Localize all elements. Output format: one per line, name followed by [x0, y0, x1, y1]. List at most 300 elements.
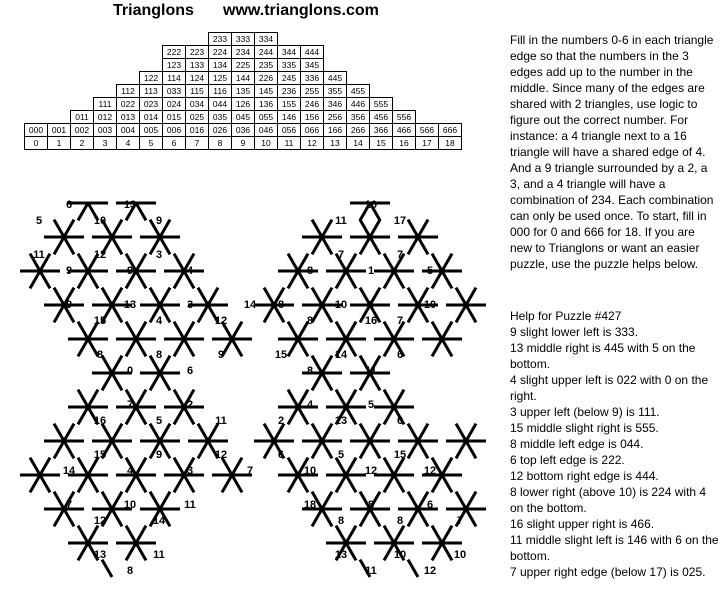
grid-stroke	[418, 509, 428, 526]
grid-stroke	[88, 526, 98, 543]
help-list	[510, 324, 720, 580]
grid-stroke	[102, 560, 112, 577]
grid-stroke	[126, 526, 136, 543]
combo-cell: 266	[347, 124, 370, 137]
combo-cell: 024	[163, 98, 186, 111]
triangle-number[interactable]: 12	[93, 515, 107, 527]
grid-stroke	[432, 526, 442, 543]
grid-stroke	[288, 254, 298, 271]
grid-stroke	[88, 271, 98, 288]
triangle-number[interactable]: 6	[277, 449, 285, 461]
sum-cell: 11	[278, 137, 301, 150]
grid-stroke	[112, 220, 122, 237]
grid-stroke	[184, 322, 194, 339]
grid-stroke	[232, 339, 242, 356]
grid-stroke	[264, 441, 274, 458]
grid-stroke	[64, 424, 74, 441]
grid-stroke	[432, 254, 442, 271]
grid-stroke	[418, 424, 428, 441]
triangle-number[interactable]: 8	[337, 515, 345, 527]
combo-cell: 444	[301, 46, 324, 59]
grid-stroke	[322, 424, 332, 441]
triangle-number[interactable]: 8	[96, 349, 104, 361]
grid-stroke	[40, 271, 50, 288]
grid-stroke	[322, 492, 332, 509]
combo-cell: 222	[163, 46, 186, 59]
grid-stroke	[208, 288, 218, 305]
triangle-number[interactable]: 12	[364, 465, 378, 477]
grid-stroke	[174, 407, 184, 424]
triangle-number[interactable]: 12	[214, 449, 228, 461]
combo-cell: 455	[347, 85, 370, 98]
triangle-number[interactable]: 5	[155, 415, 163, 427]
grid-stroke	[466, 509, 476, 526]
sum-cell: 1	[48, 137, 71, 150]
combo-cell: 355	[324, 85, 347, 98]
combo-cell: 126	[232, 98, 255, 111]
grid-stroke	[418, 441, 428, 458]
grid-stroke	[466, 305, 476, 322]
grid-stroke	[136, 407, 146, 424]
help-item: 6 top left edge is 222.	[510, 453, 625, 467]
triangle-number[interactable]: 15	[93, 315, 107, 327]
combo-cell: 234	[232, 46, 255, 59]
grid-stroke	[78, 458, 88, 475]
grid-stroke	[78, 390, 88, 407]
combo-cell: 555	[370, 98, 393, 111]
triangle-number[interactable]: 8	[396, 515, 404, 527]
grid-stroke	[64, 441, 74, 458]
sum-cell: 4	[117, 137, 140, 150]
grid-stroke	[64, 237, 74, 254]
sum-cell: 3	[94, 137, 117, 150]
combo-cell: 123	[163, 59, 186, 72]
combo-cell: 334	[255, 33, 278, 46]
help-item: 3 upper left (below 9) is 111.	[510, 405, 660, 419]
combo-cell: 133	[186, 59, 209, 72]
triangle-number[interactable]: 7	[337, 249, 345, 261]
grid-stroke	[78, 475, 88, 492]
grid-stroke	[54, 305, 64, 322]
triangle-number[interactable]: 10	[364, 199, 378, 211]
triangle-number[interactable]: 9	[217, 349, 225, 361]
combo-cell: 255	[301, 85, 324, 98]
grid-stroke	[442, 475, 452, 492]
triangle-number[interactable]: 4	[306, 399, 314, 411]
triangle-number[interactable]: 13	[334, 415, 348, 427]
grid-stroke	[370, 441, 380, 458]
grid-stroke	[384, 543, 394, 560]
grid-stroke	[174, 254, 184, 271]
grid-stroke	[112, 509, 122, 526]
triangle-number[interactable]: 5	[337, 449, 345, 461]
help-item: 8 lower right (above 10) is 224 with 4 on the bottom.	[510, 485, 707, 515]
triangle-number[interactable]: 13	[334, 549, 348, 561]
grid-stroke	[346, 339, 356, 356]
combo-cell: 006	[163, 124, 186, 137]
triangle-number[interactable]: 4	[155, 315, 163, 327]
combo-cell: 046	[255, 124, 278, 137]
instructions-text: Fill in the numbers 0-6 in each triangle edge so that the numbers in the 3 edges add up to the number in the middle. Since many of the edges are shared with 2 triangles, use logic to figure out the correct number. For instance: a 4 triangle next to a 16 triangle will have a shared edge of 4. And a 9 triangle surrounded by a 2, a 3, and a 4 triangle will have a combination of 234. Each combination can only be used once. To start, fill in 000 for 0 and 666 for 18. If you are new to Trianglons or want an easier puzzle, use the puzzle helps below.	[510, 33, 714, 271]
triangle-number[interactable]: 8	[126, 565, 134, 577]
triangle-number[interactable]: 7	[396, 315, 404, 327]
triangle-number[interactable]: 8	[155, 349, 163, 361]
combo-cell: 055	[255, 111, 278, 124]
triangle-number[interactable]: 7	[65, 499, 73, 511]
site-title: Trianglons	[113, 2, 194, 19]
grid-stroke	[112, 492, 122, 509]
triangle-number[interactable]: 11	[365, 565, 377, 577]
grid-stroke	[312, 373, 322, 390]
combo-cell: 356	[347, 111, 370, 124]
triangle-number[interactable]: 13	[93, 549, 107, 561]
triangle-number[interactable]: 12	[214, 315, 228, 327]
grid-stroke	[466, 288, 476, 305]
triangle-number[interactable]: 7	[246, 465, 254, 477]
triangle-number[interactable]: 14	[334, 349, 348, 361]
combo-cell: 035	[209, 111, 232, 124]
combo-cell: 224	[209, 46, 232, 59]
grid-stroke	[346, 458, 356, 475]
triangle-number[interactable]: 6	[426, 499, 434, 511]
combo-cell: 005	[140, 124, 163, 137]
combo-cell: 034	[186, 98, 209, 111]
triangle-number[interactable]: 10	[393, 549, 407, 561]
grid-stroke	[150, 373, 160, 390]
triangle-number[interactable]: 10	[423, 299, 437, 311]
triangle-number[interactable]: 18	[303, 499, 317, 511]
sum-cell: 10	[255, 137, 278, 150]
combo-cell: 345	[301, 59, 324, 72]
triangle-number[interactable]: 6	[396, 349, 404, 361]
triangle-number[interactable]: 15	[274, 349, 288, 361]
grid-stroke	[54, 509, 64, 526]
grid-stroke	[184, 339, 194, 356]
grid-stroke	[346, 475, 356, 492]
help-item: 9 slight lower left is 333.	[510, 325, 639, 339]
combo-cell: 111	[94, 98, 117, 111]
triangle-number[interactable]: 8	[277, 299, 285, 311]
sum-cell: 17	[416, 137, 439, 150]
combo-cell: 226	[255, 72, 278, 85]
triangle-number[interactable]: 6	[396, 415, 404, 427]
grid-stroke	[456, 441, 466, 458]
triangle-number[interactable]: 12	[423, 565, 437, 577]
grid-stroke	[102, 373, 112, 390]
grid-stroke	[456, 424, 466, 441]
grid-stroke	[336, 390, 346, 407]
grid-stroke	[54, 237, 64, 254]
combo-cell: 036	[232, 124, 255, 137]
grid-stroke	[288, 458, 298, 475]
triangle-number[interactable]: 11	[215, 415, 227, 427]
grid-stroke	[174, 475, 184, 492]
grid-stroke	[442, 543, 452, 560]
grid-stroke	[64, 509, 74, 526]
grid-stroke	[198, 288, 208, 305]
combo-cell: 225	[232, 59, 255, 72]
combo-cell: 122	[140, 72, 163, 85]
sum-cell: 16	[393, 137, 416, 150]
combo-cell: 566	[416, 124, 439, 137]
grid-stroke	[54, 492, 64, 509]
grid-stroke	[408, 288, 418, 305]
grid-stroke	[136, 390, 146, 407]
grid-stroke	[198, 305, 208, 322]
site-url[interactable]: www.trianglons.com	[223, 2, 379, 19]
triangle-number[interactable]: 11	[365, 365, 377, 377]
triangle-number[interactable]: 2	[186, 399, 194, 411]
grid-stroke	[160, 492, 170, 509]
grid-stroke	[30, 458, 40, 475]
triangle-number[interactable]: 9	[65, 299, 73, 311]
grid-stroke	[136, 203, 146, 220]
triangle-number[interactable]: 7	[396, 249, 404, 261]
combo-cell: 115	[186, 85, 209, 98]
triangle-number[interactable]: 10	[334, 299, 348, 311]
combo-cell: 333	[232, 33, 255, 46]
triangle-number[interactable]: 11	[153, 549, 165, 561]
combo-cell: 446	[347, 98, 370, 111]
grid-stroke	[384, 475, 394, 492]
triangle-number[interactable]: 7	[126, 399, 134, 411]
combo-cell: 223	[186, 46, 209, 59]
grid-stroke	[54, 441, 64, 458]
grid-stroke	[232, 322, 242, 339]
triangle-number[interactable]: 8	[367, 499, 375, 511]
combo-cell: 666	[439, 124, 462, 137]
sum-cell: 2	[71, 137, 94, 150]
sum-cell: 13	[324, 137, 347, 150]
grid-stroke	[112, 237, 122, 254]
grid-stroke	[442, 254, 452, 271]
combo-cell: 336	[301, 72, 324, 85]
triangle-number[interactable]: 3	[186, 465, 194, 477]
combo-cell: 112	[117, 85, 140, 98]
grid-stroke	[384, 339, 394, 356]
grid-stroke	[312, 441, 322, 458]
combo-cell: 146	[278, 111, 301, 124]
grid-stroke	[264, 424, 274, 441]
sum-cell: 12	[301, 137, 324, 150]
triangle-number[interactable]: 15	[393, 449, 407, 461]
triangle-number[interactable]: 17	[393, 215, 407, 227]
grid-stroke	[408, 509, 418, 526]
triangle-number[interactable]: 9	[155, 449, 163, 461]
triangle-number[interactable]: 14	[243, 299, 257, 311]
triangle-number[interactable]: 16	[93, 415, 107, 427]
triangle-number[interactable]: 13	[123, 199, 137, 211]
grid-stroke	[88, 390, 98, 407]
triangle-number[interactable]: 6	[186, 365, 194, 377]
triangle-number[interactable]: 2	[277, 415, 285, 427]
grid-stroke	[466, 441, 476, 458]
combo-cell: 025	[186, 111, 209, 124]
combo-cell: 004	[117, 124, 140, 137]
grid-stroke	[288, 322, 298, 339]
grid-stroke	[78, 322, 88, 339]
triangle-number[interactable]: 9	[126, 265, 134, 277]
grid-stroke	[322, 373, 332, 390]
grid-stroke	[312, 220, 322, 237]
combo-cell: 135	[232, 85, 255, 98]
triangle-number[interactable]: 3	[186, 299, 194, 311]
combo-cell: 114	[163, 72, 186, 85]
combo-cell: 456	[370, 111, 393, 124]
triangle-number[interactable]: 9	[65, 265, 73, 277]
grid-stroke	[78, 271, 88, 288]
triangle-number[interactable]: 0	[126, 365, 134, 377]
triangle-number[interactable]: 8	[306, 365, 314, 377]
triangle-number[interactable]: 13	[123, 299, 137, 311]
combo-cell: 003	[94, 124, 117, 137]
combo-cell: 066	[301, 124, 324, 137]
triangle-number[interactable]: 8	[306, 265, 314, 277]
triangle-number[interactable]: 14	[152, 515, 166, 527]
grid-stroke	[408, 560, 418, 577]
grid-stroke	[174, 322, 184, 339]
combo-cell: 002	[71, 124, 94, 137]
grid-stroke	[288, 407, 298, 424]
triangle-number[interactable]: 3	[155, 249, 163, 261]
grid-stroke	[432, 322, 442, 339]
grid-stroke	[288, 475, 298, 492]
grid-stroke	[126, 339, 136, 356]
grid-stroke	[322, 356, 332, 373]
grid-stroke	[160, 373, 170, 390]
help-item: 4 slight upper left is 022 with 0 on the right.	[510, 373, 709, 403]
grid-stroke	[384, 407, 394, 424]
grid-stroke	[336, 322, 346, 339]
grid-stroke	[312, 305, 322, 322]
grid-stroke	[160, 288, 170, 305]
triangle-number[interactable]: 12	[93, 249, 107, 261]
triangle-number[interactable]: 10	[93, 215, 107, 227]
triangle-number[interactable]: 1	[367, 265, 375, 277]
triangle-number[interactable]: 16	[364, 315, 378, 327]
grid-stroke	[432, 475, 442, 492]
grid-stroke	[136, 543, 146, 560]
grid-stroke	[112, 441, 122, 458]
combo-cell: 233	[209, 33, 232, 46]
triangle-number[interactable]: 5	[426, 265, 434, 277]
triangle-number[interactable]: 5	[35, 215, 43, 227]
combo-cell: 022	[117, 98, 140, 111]
triangle-number[interactable]: 5	[367, 399, 375, 411]
combo-cell: 246	[301, 98, 324, 111]
triangle-number[interactable]: 9	[155, 215, 163, 227]
grid-stroke	[346, 322, 356, 339]
sum-cell: 6	[163, 137, 186, 150]
triangle-number[interactable]: 10	[303, 465, 317, 477]
combo-cell: 011	[71, 111, 94, 124]
grid-stroke	[384, 390, 394, 407]
triangle-number[interactable]: 6	[367, 299, 375, 311]
combo-cell: 335	[278, 59, 301, 72]
grid-stroke	[442, 271, 452, 288]
grid-stroke	[40, 475, 50, 492]
help-item: 13 middle right is 445 with 5 on the bottom.	[510, 341, 696, 371]
triangle-number[interactable]: 7	[456, 515, 464, 527]
triangle-number[interactable]: 6	[65, 199, 73, 211]
grid-stroke	[442, 322, 452, 339]
grid-stroke	[174, 458, 184, 475]
grid-stroke	[184, 475, 194, 492]
help-item: 15 middle slight right is 555.	[510, 421, 659, 435]
combo-cell: 145	[255, 85, 278, 98]
grid-stroke	[442, 458, 452, 475]
grid-stroke	[408, 492, 418, 509]
puzzle-help	[510, 308, 720, 580]
grid-stroke	[312, 509, 322, 526]
grid-stroke	[136, 475, 146, 492]
combo-cell: 045	[232, 111, 255, 124]
combo-cell: 015	[163, 111, 186, 124]
grid-stroke	[432, 271, 442, 288]
triangle-number[interactable]: 10	[453, 549, 467, 561]
triangle-number[interactable]: 14	[62, 465, 76, 477]
sum-cell: 5	[140, 137, 163, 150]
combo-cell: 125	[209, 72, 232, 85]
grid-stroke	[112, 373, 122, 390]
grid-stroke	[394, 526, 404, 543]
grid-stroke	[54, 424, 64, 441]
grid-stroke	[112, 305, 122, 322]
sum-cell: 8	[209, 137, 232, 150]
combo-cell: 445	[324, 72, 347, 85]
grid-stroke	[174, 271, 184, 288]
combo-cell: 136	[255, 98, 278, 111]
grid-stroke	[432, 339, 442, 356]
grid-stroke	[40, 458, 50, 475]
grid-stroke	[418, 237, 428, 254]
triangle-number[interactable]: 11	[33, 249, 45, 261]
triangle-number[interactable]: 4	[126, 465, 134, 477]
combo-cell: 014	[140, 111, 163, 124]
triangle-number[interactable]: 15	[93, 449, 107, 461]
combo-cell: 366	[370, 124, 393, 137]
combo-cell: 556	[393, 111, 416, 124]
grid-stroke	[322, 509, 332, 526]
grid-stroke	[136, 271, 146, 288]
sum-cell: 7	[186, 137, 209, 150]
grid-stroke	[298, 339, 308, 356]
grid-stroke	[64, 220, 74, 237]
grid-stroke	[312, 237, 322, 254]
combo-cell: 144	[232, 72, 255, 85]
grid-stroke	[126, 475, 136, 492]
triangle-number[interactable]: 12	[423, 465, 437, 477]
grid-stroke	[198, 424, 208, 441]
grid-stroke	[394, 390, 404, 407]
grid-stroke	[88, 475, 98, 492]
grid-stroke	[346, 390, 356, 407]
triangle-number[interactable]: 11	[184, 499, 196, 511]
triangle-number[interactable]: 4	[186, 265, 194, 277]
triangle-number[interactable]: 11	[335, 215, 347, 227]
triangle-number[interactable]: 8	[306, 315, 314, 327]
combo-cell: 466	[393, 124, 416, 137]
triangle-number[interactable]: 10	[123, 499, 137, 511]
help-item: 12 bottom right edge is 444.	[510, 469, 659, 483]
grid-stroke	[222, 475, 232, 492]
help-title: Help for Puzzle #427	[510, 309, 622, 323]
grid-stroke	[102, 288, 112, 305]
grid-stroke	[78, 526, 88, 543]
grid-stroke	[78, 203, 88, 220]
combo-cell: 156	[301, 111, 324, 124]
help-item: 11 middle slight left is 146 with 6 on the bottom.	[510, 533, 719, 563]
